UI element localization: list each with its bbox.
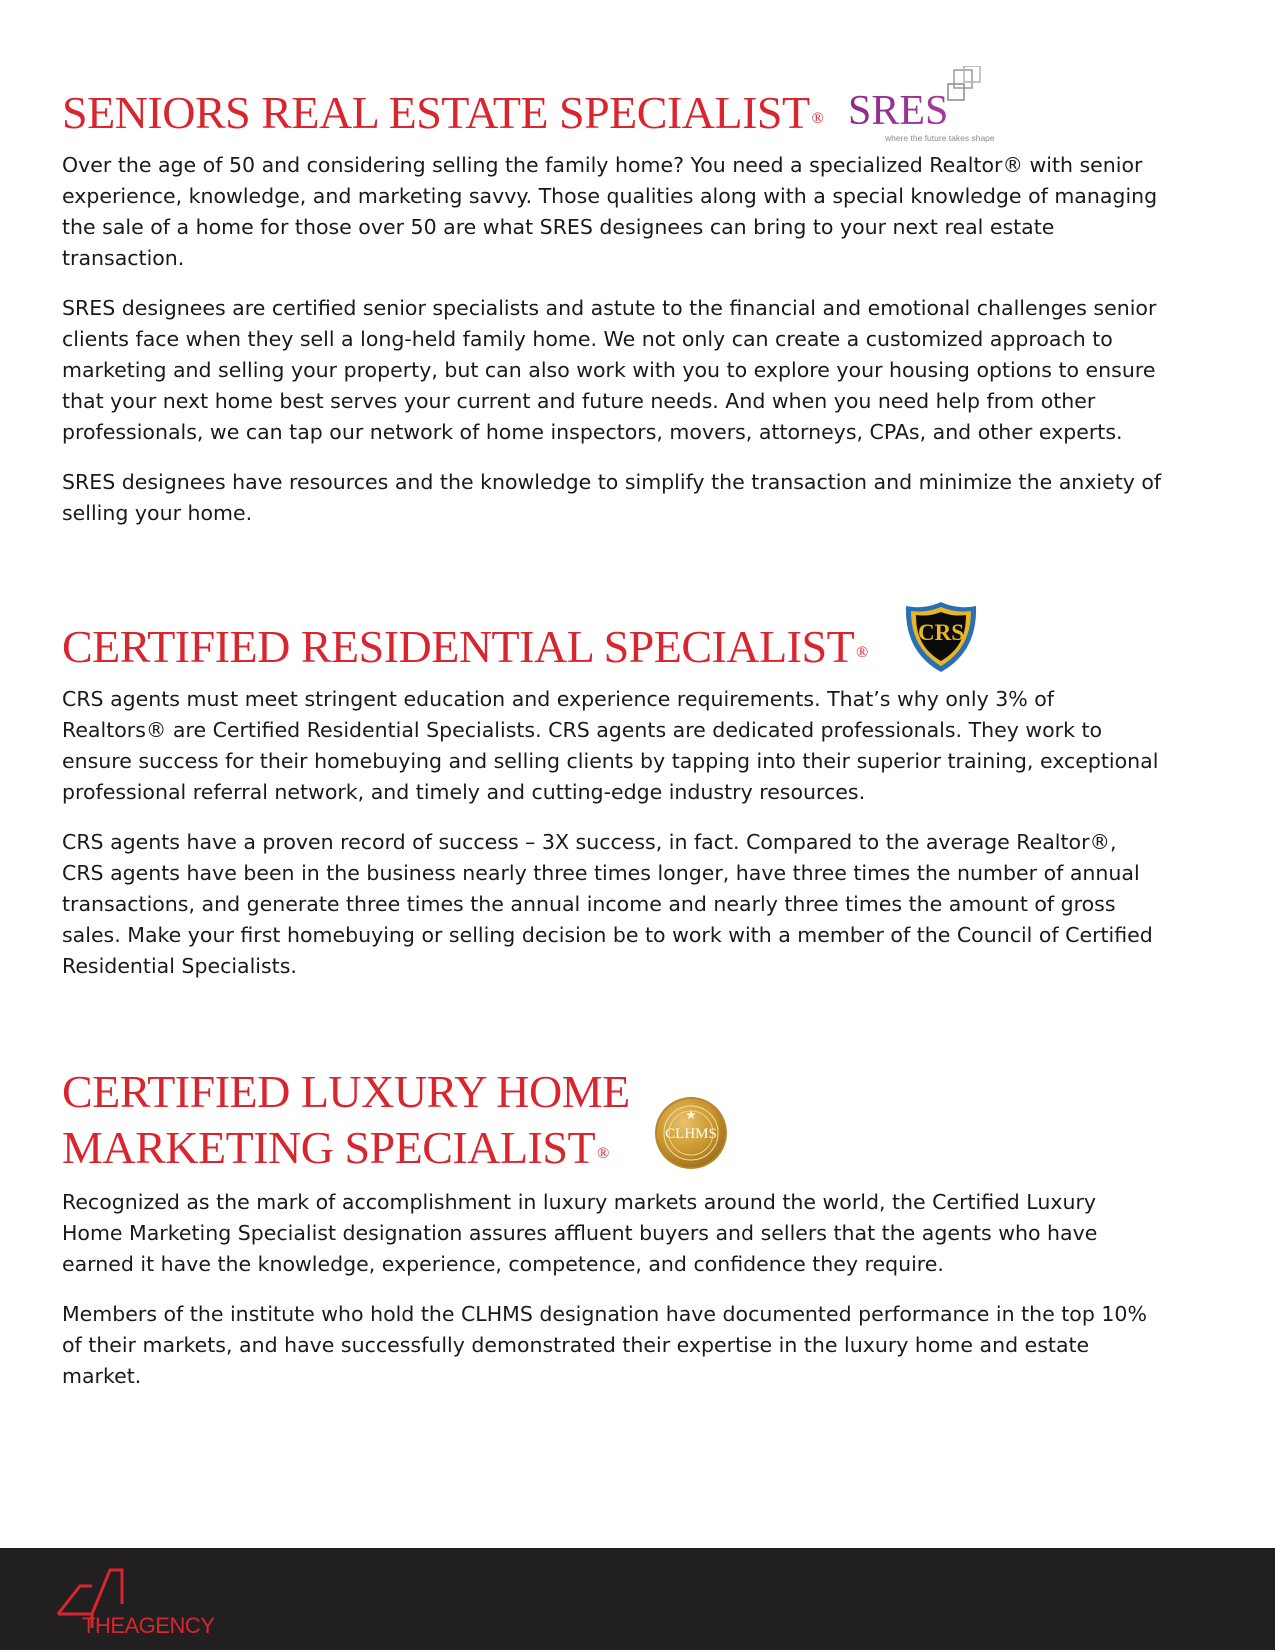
crs-logo-text: CRS bbox=[917, 620, 965, 645]
crs-body bbox=[62, 684, 1162, 1001]
crs-heading-text: CERTIFIED RESIDENTIAL SPECIALIST bbox=[62, 621, 855, 672]
sres-logo bbox=[848, 66, 1008, 146]
sres-body bbox=[62, 150, 1162, 548]
registered-mark: ® bbox=[597, 1145, 609, 1162]
sres-paragraph-1: Over the age of 50 and considering selling the family home? You need a specialized Realtor® with senior experience, knowledge, and marketing savvy. Those qualities along with a special knowledge of managing the sale of a home for those over 50 are what SRES designees can bring to your next real estate transaction. bbox=[62, 153, 1158, 270]
sres-logo-graphic bbox=[848, 66, 1008, 146]
crs-paragraph-1: CRS agents must meet stringent education and experience requirements. That’s why only 3% of Realtors® are Certified Residential Specialists. CRS agents are dedicated professionals. They work to ensure success for their homebuying and selling clients by tapping into their superior training, exceptional professional referral network, and timely and cutting-edge industry resources. bbox=[62, 687, 1159, 804]
the-agency-wordmark: THEAGENCY bbox=[82, 1613, 215, 1638]
clhms-logo-text: CLHMS bbox=[665, 1126, 717, 1142]
crs-paragraph-2: CRS agents have a proven record of success – 3X success, in fact. Compared to the average Realtor®, CRS agents have been in the business nearly three times longer, have three times the number of annual transactions, and generate three times the annual income and nearly three times the amount of gross sales. Make your first homebuying or selling decision be to work with a member of the Council of Certified Residential Specialists. bbox=[62, 830, 1153, 978]
sres-logo-text: SRES bbox=[848, 88, 949, 134]
clhms-logo bbox=[654, 1096, 728, 1170]
crs-heading bbox=[62, 619, 1162, 675]
sres-heading-text: SENIORS REAL ESTATE SPECIALIST bbox=[62, 87, 810, 138]
clhms-heading-line2: MARKETING SPECIALIST bbox=[62, 1122, 596, 1173]
crs-shield-icon bbox=[904, 600, 978, 674]
sres-logo-tagline: where the future takes shape bbox=[885, 133, 995, 143]
clhms-body bbox=[62, 1187, 1162, 1411]
clhms-heading bbox=[62, 1064, 1162, 1176]
clhms-section bbox=[62, 1064, 1162, 1176]
sres-paragraph-3: SRES designees have resources and the knowledge to simplify the transaction and minimize the anxiety of selling your home. bbox=[62, 470, 1162, 525]
clhms-seal-icon bbox=[654, 1096, 728, 1170]
footer-bar bbox=[0, 1548, 1275, 1650]
registered-mark: ® bbox=[811, 110, 824, 127]
crs-section bbox=[62, 619, 1162, 675]
clhms-heading-line1: CERTIFIED LUXURY HOME bbox=[62, 1066, 630, 1117]
crs-logo bbox=[904, 600, 978, 674]
clhms-paragraph-2: Members of the institute who hold the CLHMS designation have documented performance in the top 10% of their markets, and have successfully demonstrated their expertise in the luxury home and estate market. bbox=[62, 1302, 1147, 1388]
clhms-paragraph-1: Recognized as the mark of accomplishment in luxury markets around the world, the Certified Luxury Home Marketing Specialist designation assures affluent buyers and sellers that the agents who have earned it have the knowledge, experience, competence, and confidence they require. bbox=[62, 1190, 1098, 1276]
sres-paragraph-2: SRES designees are certified senior specialists and astute to the financial and emotional challenges senior clients face when they sell a long-held family home. We not only can create a customized approach to marketing and selling your property, but can also work with you to explore your housing options to ensure that your next home best serves your current and future needs. And when you need help from other professionals, we can tap our network of home inspectors, movers, attorneys, CPAs, and other experts. bbox=[62, 296, 1157, 444]
registered-mark: ® bbox=[856, 644, 868, 661]
